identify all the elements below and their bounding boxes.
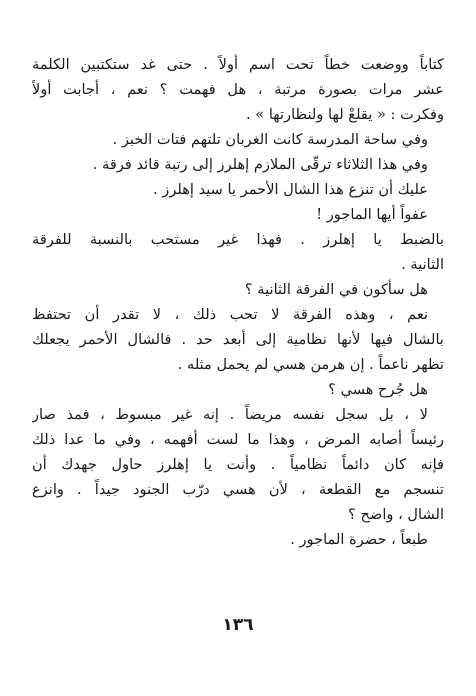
text-line: لا ، بل سجل نفسه مريضاً . إنه غير مبسوط ، فمذ صار: [32, 406, 428, 423]
text-line: وفي هذا الثلاثاء ترقّى الملازم إهلرز إلى رتبة قائد فرقة .: [92, 156, 428, 173]
text-line: فإنه كان دائماً نظامياً . وأنت يا إهلرز حاول جهدك أن: [32, 456, 444, 473]
text-line: نعم ، وهذه الفرقة لا تحب ذلك ، لا تقدر أن تحتفظ: [32, 306, 428, 323]
text-line: رئيساً أصابه المرض ، وهذا ما لست أفهمه ، وفي ما عدا ذلك: [32, 431, 444, 448]
text-line: وفكرت : « يقلعْ لها ولنظارتها » .: [245, 106, 444, 123]
text-line: الشال ، واضح ؟: [348, 506, 444, 523]
text-line: الثانية .: [401, 256, 444, 273]
text-line: وفي ساحة المدرسة كانت الغربان تلتهم فتات الخبز .: [112, 131, 428, 148]
text-line: طبعاً ، حضرة الماجور .: [290, 531, 428, 548]
text-line: هل سأكون في الفرقة الثانية ؟: [244, 281, 428, 298]
text-line: عليك أن تنزع هذا الشال الأحمر يا سيد إهلرز .: [153, 181, 428, 198]
text-line: كتاباً ووضعت خطاً تحت اسم أولاً . حتى غد ستكتبين الكلمة: [32, 56, 444, 73]
text-line: هل جُرح هسي ؟: [328, 381, 428, 398]
text-line: عشر مرات بصورة مرتبة ، هل فهمت ؟ نعم ، أجابت أولاً: [32, 81, 444, 98]
text-line: تظهر ناعماً . إن هرمن هسي لم يحمل مثله .: [177, 356, 444, 373]
page-number: ١٣٦: [222, 615, 254, 635]
text-line: بالضبط يا إهلرز . فهذا غير مستحب بالنسبة للفرقة: [32, 231, 444, 248]
body-text: [32, 52, 444, 552]
text-line: تنسجم مع القطعة ، لأن هسي درّب الجنود جيداً . وانزع: [32, 481, 444, 498]
text-line: عفواً أيها الماجور !: [316, 206, 428, 223]
text-line: بالشال فيها لأنها نظامية إلى أبعد حد . فالشال الأحمر يجعلك: [32, 331, 444, 348]
